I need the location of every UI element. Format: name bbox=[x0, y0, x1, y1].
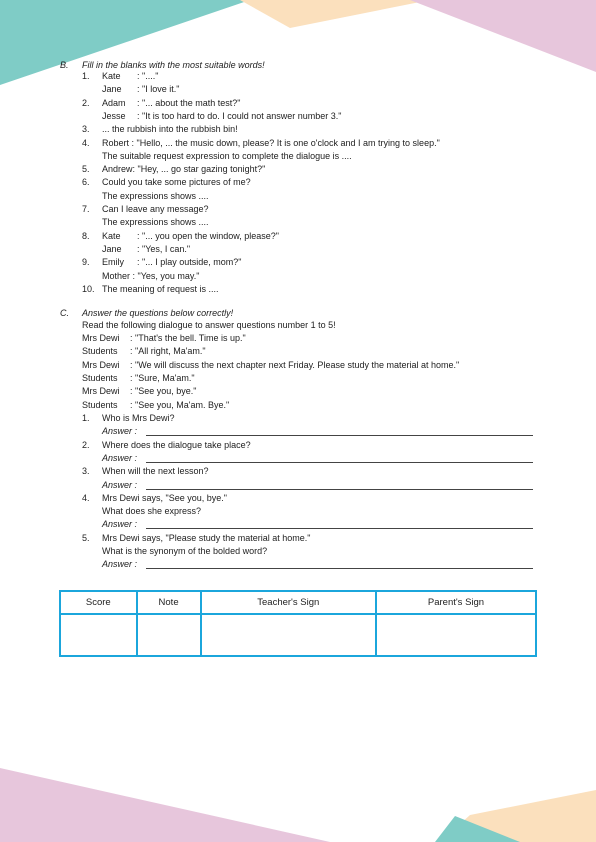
score-cell[interactable] bbox=[60, 614, 137, 656]
item-text: : "... I play outside, mom?" bbox=[137, 257, 242, 268]
question-text: Who is Mrs Dewi? bbox=[102, 413, 175, 423]
question-number: 5. bbox=[82, 532, 90, 543]
answer-label: Answer : bbox=[102, 479, 138, 490]
question-text: Where does the dialogue take place? bbox=[102, 439, 251, 450]
note-header: Note bbox=[137, 591, 201, 614]
question-text: What is the synonym of the bolded word? bbox=[102, 546, 268, 556]
section-c-letter: C. bbox=[60, 308, 69, 318]
item-text: The expressions shows .... bbox=[102, 190, 209, 201]
speaker-name: Jane bbox=[102, 84, 122, 95]
item-text: : "...." bbox=[137, 71, 159, 81]
item-text: Andrew: "Hey, ... go star gazing tonight?" bbox=[102, 164, 266, 175]
item-number: 6. bbox=[82, 177, 90, 188]
dialogue-line: : "We will discuss the next chapter next Friday. Please study the material at home." bbox=[130, 359, 460, 370]
question-number: 4. bbox=[82, 492, 90, 503]
item-number: 3. bbox=[82, 124, 90, 135]
question-text: Mrs Dewi says, "Please study the material at home." bbox=[102, 532, 311, 543]
item-text: The suitable request expression to complete the dialogue is .... bbox=[102, 150, 352, 161]
item-text: Could you take some pictures of me? bbox=[102, 177, 251, 188]
dialogue-speaker: Mrs Dewi bbox=[82, 333, 120, 343]
item-text: : "Yes, I can." bbox=[137, 243, 191, 254]
speaker-name: Jane bbox=[102, 243, 122, 254]
dialogue-line: : "That's the bell. Time is up." bbox=[130, 333, 246, 343]
dialogue-speaker: Students bbox=[82, 372, 118, 383]
question-text: When will the next lesson? bbox=[102, 466, 209, 477]
item-number: 5. bbox=[82, 164, 90, 175]
top-right-pink-shape bbox=[410, 0, 596, 72]
item-number: 2. bbox=[82, 97, 90, 108]
item-number: 4. bbox=[82, 137, 90, 148]
section-b-letter: B. bbox=[60, 60, 69, 70]
answer-line[interactable] bbox=[146, 489, 533, 490]
answer-label: Answer : bbox=[102, 519, 138, 530]
top-peach-shape bbox=[240, 0, 430, 28]
dialogue-speaker: Students bbox=[82, 399, 118, 410]
question-text: Mrs Dewi says, "See you, bye." bbox=[102, 492, 227, 503]
answer-line[interactable] bbox=[146, 568, 533, 569]
answer-line[interactable] bbox=[146, 462, 533, 463]
question-number: 2. bbox=[82, 439, 90, 450]
item-number: 1. bbox=[82, 71, 90, 81]
speaker-name: Emily bbox=[102, 257, 124, 268]
answer-label: Answer : bbox=[102, 452, 138, 463]
item-number: 7. bbox=[82, 204, 90, 214]
section-c-title: Answer the questions below correctly! bbox=[82, 308, 234, 318]
dialogue-speaker: Mrs Dewi bbox=[82, 359, 120, 370]
section-b-title: Fill in the blanks with the most suitable words! bbox=[82, 60, 265, 70]
speaker-name: Adam bbox=[102, 97, 126, 108]
dialogue-line: : "See you, Ma'am. Bye." bbox=[130, 399, 230, 410]
speaker-name: Kate bbox=[102, 71, 121, 81]
item-number: 10. bbox=[82, 283, 95, 294]
speaker-name: Jesse bbox=[102, 110, 126, 121]
parent-sign-cell[interactable] bbox=[376, 614, 536, 656]
item-text: Mother : "Yes, you may." bbox=[102, 270, 200, 281]
grade-table bbox=[59, 590, 537, 657]
item-text: : "It is too hard to do. I could not answer number 3." bbox=[137, 110, 342, 121]
answer-line[interactable] bbox=[146, 435, 533, 436]
parent-sign-header: Parent's Sign bbox=[376, 591, 536, 614]
answer-label: Answer : bbox=[102, 426, 138, 437]
item-text: The expressions shows .... bbox=[102, 217, 209, 228]
speaker-name: Kate bbox=[102, 230, 121, 241]
item-text: : "I love it." bbox=[137, 84, 180, 95]
dialogue-speaker: Mrs Dewi bbox=[82, 386, 120, 397]
item-text: Robert : "Hello, ... the music down, please? It is one o'clock and I am trying to sleep." bbox=[102, 137, 440, 148]
teacher-sign-cell[interactable] bbox=[201, 614, 376, 656]
item-text: ... the rubbish into the rubbish bin! bbox=[102, 124, 238, 135]
question-number: 3. bbox=[82, 466, 90, 477]
item-text: Can I leave any message? bbox=[102, 204, 209, 214]
dialogue-line: : "See you, bye." bbox=[130, 386, 197, 397]
answer-label: Answer : bbox=[102, 559, 138, 570]
question-number: 1. bbox=[82, 413, 90, 423]
teacher-sign-header: Teacher's Sign bbox=[201, 591, 376, 614]
item-text: : "... you open the window, please?" bbox=[137, 230, 279, 241]
dialogue-line: : "All right, Ma'am." bbox=[130, 346, 206, 357]
item-number: 9. bbox=[82, 257, 90, 268]
dialogue-speaker: Students bbox=[82, 346, 118, 357]
item-text: The meaning of request is .... bbox=[102, 283, 219, 294]
answer-line[interactable] bbox=[146, 528, 533, 529]
item-number: 8. bbox=[82, 230, 90, 241]
section-c-intro: Read the following dialogue to answer questions number 1 to 5! bbox=[82, 320, 336, 330]
item-text: : "... about the math test?" bbox=[137, 97, 241, 108]
bottom-left-pink-shape bbox=[0, 768, 330, 842]
dialogue-line: : "Sure, Ma'am." bbox=[130, 372, 195, 383]
question-text: What does she express? bbox=[102, 506, 202, 517]
note-cell[interactable] bbox=[137, 614, 201, 656]
score-header: Score bbox=[60, 591, 137, 614]
